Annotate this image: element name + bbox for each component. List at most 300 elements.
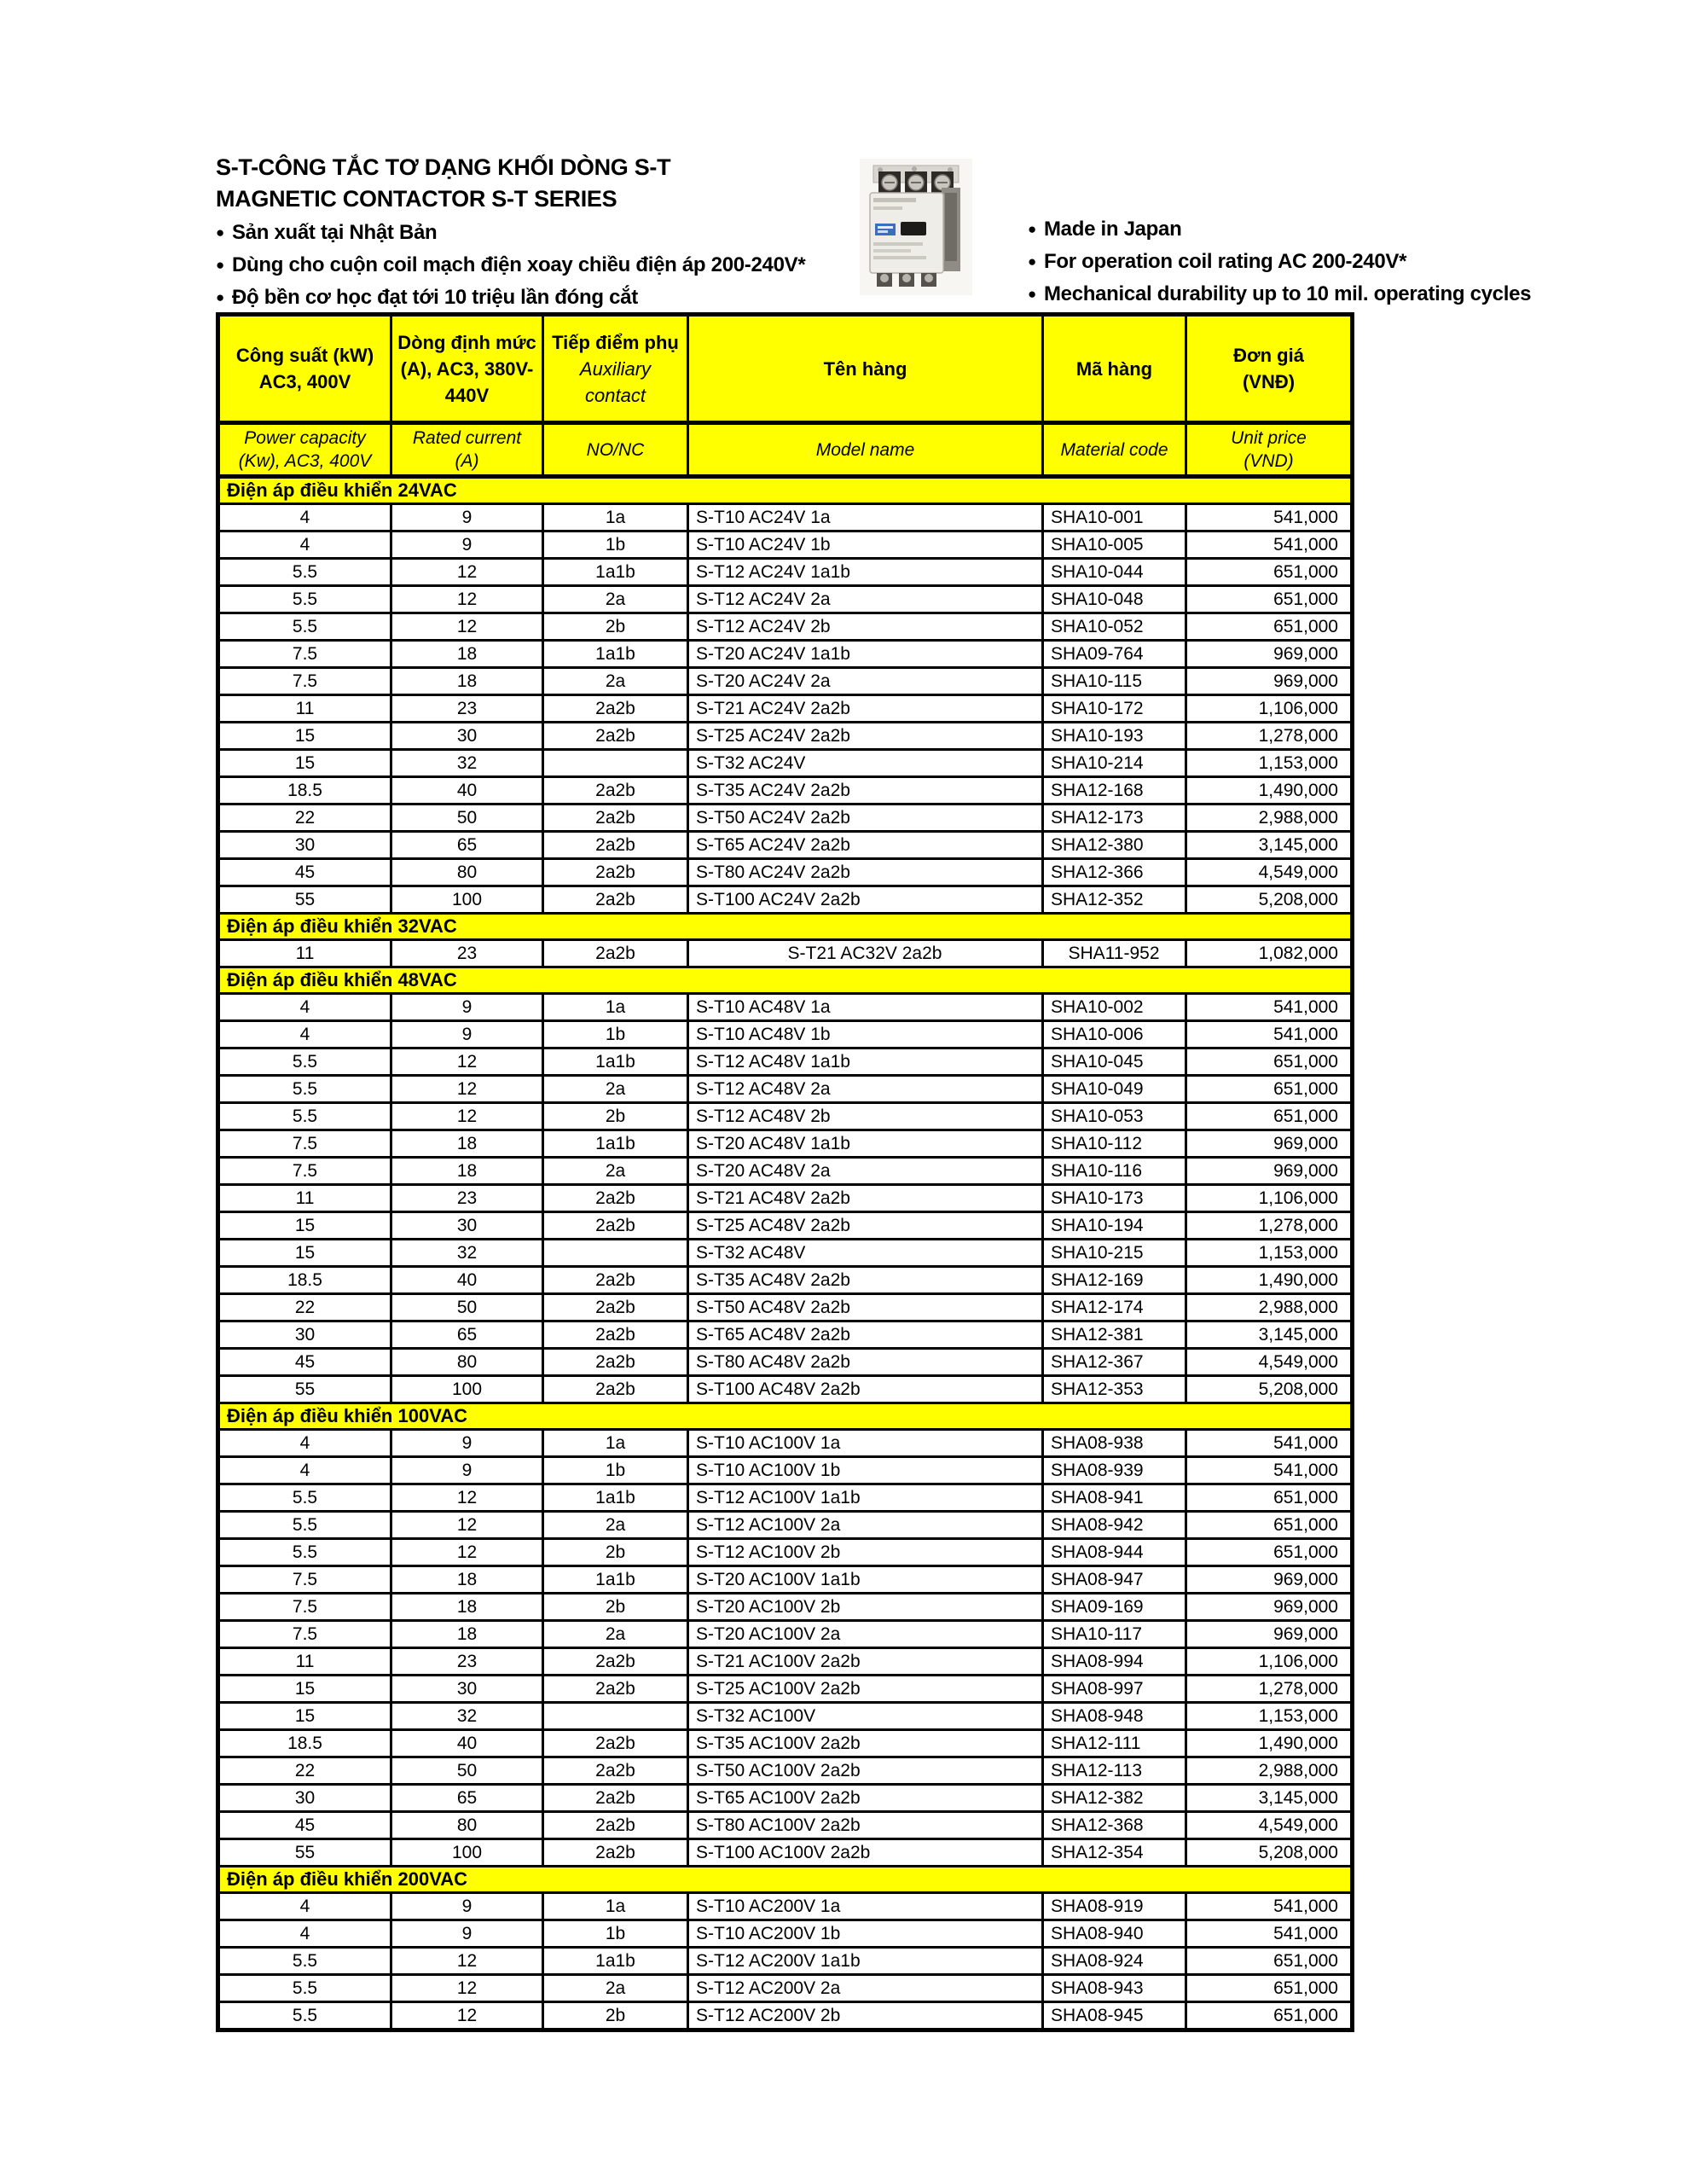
no-nc-cell: 1a1b <box>543 1130 688 1158</box>
no-nc-cell: 2a2b <box>543 832 688 859</box>
material-code-cell: SHA10-001 <box>1043 504 1186 531</box>
product-row <box>218 1376 1353 1403</box>
unit-price-cell: 651,000 <box>1186 559 1353 586</box>
material-code-cell: SHA12-174 <box>1043 1294 1186 1321</box>
material-code-cell: SHA12-352 <box>1043 886 1186 914</box>
bullet-text: Sản xuất tại Nhật Bản <box>231 221 438 244</box>
bullet-item <box>1028 278 1531 311</box>
product-row <box>218 940 1353 967</box>
no-nc-cell: 1a <box>543 1430 688 1457</box>
header-line: NO/NC <box>586 439 645 460</box>
model-name-cell: S-T10 AC200V 1a <box>688 1893 1043 1920</box>
model-name-cell: S-T65 AC24V 2a2b <box>688 832 1043 859</box>
no-nc-cell: 2a2b <box>543 723 688 750</box>
product-row <box>218 1185 1353 1212</box>
section-header-row <box>218 477 1353 504</box>
material-code-cell: SHA08-938 <box>1043 1430 1186 1457</box>
bullet-text: Mechanical durability up to 10 mil. operating cycles <box>1043 282 1532 305</box>
unit-price-cell: 541,000 <box>1186 1920 1353 1948</box>
unit-price-cell: 651,000 <box>1186 2002 1353 2030</box>
model-name-cell: S-T35 AC100V 2a2b <box>688 1730 1043 1757</box>
unit-price-cell: 651,000 <box>1186 586 1353 613</box>
header-line: Dòng định mức <box>397 331 536 353</box>
header-line: (A) <box>455 451 479 471</box>
power-capacity-cell: 30 <box>218 1321 391 1349</box>
header-line: Đơn giá <box>1233 345 1304 366</box>
unit-price-cell: 969,000 <box>1186 1566 1353 1594</box>
rated-current-cell: 65 <box>391 1321 543 1349</box>
no-nc-cell: 2a2b <box>543 1676 688 1703</box>
product-row <box>218 1457 1353 1484</box>
product-row <box>218 1321 1353 1349</box>
model-name-cell: S-T12 AC100V 2a <box>688 1512 1043 1539</box>
no-nc-cell: 1a <box>543 1893 688 1920</box>
product-row <box>218 1812 1353 1839</box>
material-code-cell: SHA10-115 <box>1043 668 1186 695</box>
product-row <box>218 1839 1353 1867</box>
power-capacity-cell: 4 <box>218 1893 391 1920</box>
column-header-english <box>218 423 391 477</box>
section-header-row <box>218 914 1353 940</box>
rated-current-cell: 9 <box>391 1457 543 1484</box>
model-name-cell: S-T100 AC100V 2a2b <box>688 1839 1043 1867</box>
header-line: Rated current <box>412 428 522 448</box>
model-name-cell: S-T80 AC100V 2a2b <box>688 1812 1043 1839</box>
unit-price-cell: 1,153,000 <box>1186 750 1353 777</box>
product-row <box>218 1484 1353 1512</box>
header-line: Material code <box>1060 439 1168 460</box>
product-row <box>218 1975 1353 2002</box>
model-name-cell: S-T12 AC100V 1a1b <box>688 1484 1043 1512</box>
product-row <box>218 1021 1353 1048</box>
model-name-cell: S-T20 AC100V 1a1b <box>688 1566 1043 1594</box>
power-capacity-cell: 11 <box>218 1185 391 1212</box>
product-row <box>218 1594 1353 1621</box>
model-name-cell: S-T25 AC24V 2a2b <box>688 723 1043 750</box>
no-nc-cell: 2a2b <box>543 859 688 886</box>
rated-current-cell: 18 <box>391 1566 543 1594</box>
model-name-cell: S-T35 AC24V 2a2b <box>688 777 1043 804</box>
header-line: Công suất (kW) <box>235 345 374 366</box>
material-code-cell: SHA12-354 <box>1043 1839 1186 1867</box>
power-capacity-cell: 5.5 <box>218 1975 391 2002</box>
no-nc-cell: 2a <box>543 1158 688 1185</box>
no-nc-cell: 2b <box>543 2002 688 2030</box>
product-row <box>218 1730 1353 1757</box>
material-code-cell: SHA12-113 <box>1043 1757 1186 1785</box>
model-name-cell: S-T12 AC24V 1a1b <box>688 559 1043 586</box>
header-line: 440V <box>444 384 490 406</box>
power-capacity-cell: 5.5 <box>218 2002 391 2030</box>
unit-price-cell: 541,000 <box>1186 1430 1353 1457</box>
unit-price-cell: 969,000 <box>1186 641 1353 668</box>
power-capacity-cell: 4 <box>218 1430 391 1457</box>
material-code-cell: SHA11-952 <box>1043 940 1186 967</box>
unit-price-cell: 541,000 <box>1186 531 1353 559</box>
rated-current-cell: 18 <box>391 1621 543 1648</box>
material-code-cell: SHA10-049 <box>1043 1076 1186 1103</box>
header-line: Tiếp điểm phụ <box>552 331 679 353</box>
model-name-cell: S-T100 AC24V 2a2b <box>688 886 1043 914</box>
no-nc-cell: 1b <box>543 1457 688 1484</box>
bullet-text: Made in Japan <box>1043 218 1182 241</box>
rated-current-cell: 40 <box>391 1730 543 1757</box>
header-line: (A), AC3, 380V- <box>400 357 534 380</box>
rated-current-cell: 30 <box>391 1676 543 1703</box>
no-nc-cell: 2a2b <box>543 940 688 967</box>
model-name-cell: S-T80 AC24V 2a2b <box>688 859 1043 886</box>
model-name-cell: S-T10 AC100V 1b <box>688 1457 1043 1484</box>
no-nc-cell: 2b <box>543 1539 688 1566</box>
material-code-cell: SHA10-052 <box>1043 613 1186 641</box>
unit-price-cell: 651,000 <box>1186 1103 1353 1130</box>
power-capacity-cell: 45 <box>218 1812 391 1839</box>
product-row <box>218 1893 1353 1920</box>
no-nc-cell: 2a2b <box>543 1349 688 1376</box>
product-photo <box>860 159 972 295</box>
unit-price-cell: 651,000 <box>1186 1948 1353 1975</box>
unit-price-cell: 1,490,000 <box>1186 777 1353 804</box>
no-nc-cell: 1a1b <box>543 1484 688 1512</box>
rated-current-cell: 18 <box>391 1130 543 1158</box>
rated-current-cell: 9 <box>391 1021 543 1048</box>
rated-current-cell: 9 <box>391 531 543 559</box>
product-row <box>218 1920 1353 1948</box>
power-capacity-cell: 5.5 <box>218 586 391 613</box>
product-row <box>218 1676 1353 1703</box>
unit-price-cell: 3,145,000 <box>1186 832 1353 859</box>
bullet-item <box>216 217 805 249</box>
unit-price-cell: 969,000 <box>1186 1594 1353 1621</box>
header-line: Model name <box>815 439 915 460</box>
no-nc-cell: 2a2b <box>543 804 688 832</box>
rated-current-cell: 80 <box>391 1812 543 1839</box>
no-nc-cell: 2a2b <box>543 777 688 804</box>
power-capacity-cell: 22 <box>218 804 391 832</box>
rated-current-cell: 9 <box>391 1920 543 1948</box>
power-capacity-cell: 15 <box>218 1703 391 1730</box>
unit-price-cell: 1,106,000 <box>1186 1648 1353 1676</box>
column-header-english <box>688 423 1043 477</box>
material-code-cell: SHA10-193 <box>1043 723 1186 750</box>
product-row <box>218 1648 1353 1676</box>
rated-current-cell: 12 <box>391 1048 543 1076</box>
rated-current-cell: 40 <box>391 777 543 804</box>
no-nc-cell: 1b <box>543 1021 688 1048</box>
unit-price-cell: 541,000 <box>1186 1893 1353 1920</box>
material-code-cell: SHA08-947 <box>1043 1566 1186 1594</box>
product-row <box>218 1948 1353 1975</box>
material-code-cell: SHA10-002 <box>1043 994 1186 1021</box>
product-row <box>218 1158 1353 1185</box>
rated-current-cell: 12 <box>391 1512 543 1539</box>
header-line: Mã hàng <box>1075 357 1153 380</box>
product-row <box>218 1539 1353 1566</box>
power-capacity-cell: 5.5 <box>218 1076 391 1103</box>
model-name-cell: S-T12 AC24V 2b <box>688 613 1043 641</box>
rated-current-cell: 12 <box>391 1076 543 1103</box>
material-code-cell: SHA08-941 <box>1043 1484 1186 1512</box>
power-capacity-cell: 11 <box>218 1648 391 1676</box>
power-capacity-cell: 30 <box>218 1785 391 1812</box>
contactor-illustration <box>860 159 972 295</box>
material-code-cell: SHA12-367 <box>1043 1349 1186 1376</box>
rated-current-cell: 18 <box>391 1594 543 1621</box>
unit-price-cell: 541,000 <box>1186 1021 1353 1048</box>
power-capacity-cell: 7.5 <box>218 1566 391 1594</box>
product-row <box>218 586 1353 613</box>
material-code-cell: SHA12-353 <box>1043 1376 1186 1403</box>
unit-price-cell: 1,278,000 <box>1186 1212 1353 1240</box>
power-capacity-cell: 7.5 <box>218 1158 391 1185</box>
no-nc-cell: 2a2b <box>543 1376 688 1403</box>
rated-current-cell: 32 <box>391 1240 543 1267</box>
no-nc-cell: 2a <box>543 1076 688 1103</box>
material-code-cell: SHA10-116 <box>1043 1158 1186 1185</box>
header-line: AC3, 400V <box>258 371 351 392</box>
header-line: (VNĐ) <box>1242 371 1296 392</box>
model-name-cell: S-T80 AC48V 2a2b <box>688 1349 1043 1376</box>
unit-price-cell: 1,490,000 <box>1186 1267 1353 1294</box>
column-header-english <box>543 423 688 477</box>
material-code-cell: SHA10-044 <box>1043 559 1186 586</box>
rated-current-cell: 12 <box>391 1948 543 1975</box>
power-capacity-cell: 15 <box>218 750 391 777</box>
power-capacity-cell: 45 <box>218 1349 391 1376</box>
product-row <box>218 1703 1353 1730</box>
no-nc-cell: 2a2b <box>543 1839 688 1867</box>
model-name-cell: S-T20 AC100V 2b <box>688 1594 1043 1621</box>
model-name-cell: S-T20 AC48V 1a1b <box>688 1130 1043 1158</box>
model-name-cell: S-T12 AC48V 1a1b <box>688 1048 1043 1076</box>
section-header-row <box>218 1867 1353 1893</box>
model-name-cell: S-T50 AC100V 2a2b <box>688 1757 1043 1785</box>
section-header-row <box>218 967 1353 994</box>
rated-current-cell: 18 <box>391 641 543 668</box>
section-label: Điện áp điều khiển 48VAC <box>218 967 1353 994</box>
unit-price-cell: 541,000 <box>1186 994 1353 1021</box>
unit-price-cell: 2,988,000 <box>1186 804 1353 832</box>
material-code-cell: SHA10-172 <box>1043 695 1186 723</box>
power-capacity-cell: 5.5 <box>218 559 391 586</box>
material-code-cell: SHA12-380 <box>1043 832 1186 859</box>
unit-price-cell: 651,000 <box>1186 1539 1353 1566</box>
bullet-item <box>1028 213 1531 246</box>
bullet-item <box>1028 246 1531 278</box>
material-code-cell: SHA10-053 <box>1043 1103 1186 1130</box>
rated-current-cell: 9 <box>391 1893 543 1920</box>
section-label: Điện áp điều khiển 200VAC <box>218 1867 1353 1893</box>
column-header <box>1186 315 1353 423</box>
material-code-cell: SHA12-173 <box>1043 804 1186 832</box>
no-nc-cell: 2b <box>543 1594 688 1621</box>
no-nc-cell: 2a <box>543 1621 688 1648</box>
no-nc-cell: 2a2b <box>543 695 688 723</box>
rated-current-cell: 18 <box>391 668 543 695</box>
unit-price-cell: 3,145,000 <box>1186 1785 1353 1812</box>
material-code-cell: SHA09-169 <box>1043 1594 1186 1621</box>
rated-current-cell: 12 <box>391 2002 543 2030</box>
power-capacity-cell: 4 <box>218 1021 391 1048</box>
product-row <box>218 504 1353 531</box>
header-line: Tên hàng <box>823 357 907 380</box>
column-header-english <box>1186 423 1353 477</box>
material-code-cell: SHA08-939 <box>1043 1457 1186 1484</box>
no-nc-cell: 1a <box>543 994 688 1021</box>
no-nc-cell: 2a2b <box>543 1757 688 1785</box>
power-capacity-cell: 7.5 <box>218 1621 391 1648</box>
model-name-cell: S-T20 AC24V 2a <box>688 668 1043 695</box>
no-nc-cell: 1b <box>543 1920 688 1948</box>
product-row <box>218 613 1353 641</box>
model-name-cell: S-T12 AC48V 2a <box>688 1076 1043 1103</box>
no-nc-cell: 1a1b <box>543 1566 688 1594</box>
no-nc-cell: 2a2b <box>543 1267 688 1294</box>
power-capacity-cell: 7.5 <box>218 641 391 668</box>
model-name-cell: S-T10 AC24V 1b <box>688 531 1043 559</box>
power-capacity-cell: 4 <box>218 994 391 1021</box>
product-row <box>218 1267 1353 1294</box>
rated-current-cell: 50 <box>391 1294 543 1321</box>
no-nc-cell: 2a <box>543 1512 688 1539</box>
model-name-cell: S-T20 AC48V 2a <box>688 1158 1043 1185</box>
model-name-cell: S-T21 AC24V 2a2b <box>688 695 1043 723</box>
power-capacity-cell: 7.5 <box>218 1130 391 1158</box>
model-name-cell: S-T50 AC24V 2a2b <box>688 804 1043 832</box>
no-nc-cell: 2b <box>543 613 688 641</box>
bullet-dot-icon: ● <box>216 289 224 305</box>
model-name-cell: S-T12 AC100V 2b <box>688 1539 1043 1566</box>
feature-list-vietnamese <box>216 217 805 314</box>
product-row <box>218 1566 1353 1594</box>
material-code-cell: SHA10-194 <box>1043 1212 1186 1240</box>
power-capacity-cell: 5.5 <box>218 1539 391 1566</box>
bullet-dot-icon: ● <box>216 257 224 273</box>
model-name-cell: S-T21 AC48V 2a2b <box>688 1185 1043 1212</box>
rated-current-cell: 12 <box>391 559 543 586</box>
rated-current-cell: 30 <box>391 1212 543 1240</box>
rated-current-cell: 12 <box>391 1103 543 1130</box>
feature-list-english <box>1028 213 1531 311</box>
power-capacity-cell: 15 <box>218 1676 391 1703</box>
product-row <box>218 859 1353 886</box>
section-label: Điện áp điều khiển 100VAC <box>218 1403 1353 1430</box>
power-capacity-cell: 15 <box>218 1240 391 1267</box>
product-row <box>218 1512 1353 1539</box>
rated-current-cell: 23 <box>391 940 543 967</box>
material-code-cell: SHA08-994 <box>1043 1648 1186 1676</box>
power-capacity-cell: 4 <box>218 1457 391 1484</box>
bullet-dot-icon: ● <box>1028 221 1036 237</box>
rated-current-cell: 23 <box>391 1648 543 1676</box>
power-capacity-cell: 22 <box>218 1757 391 1785</box>
product-row <box>218 1212 1353 1240</box>
no-nc-cell: 2a2b <box>543 1212 688 1240</box>
unit-price-cell: 969,000 <box>1186 1621 1353 1648</box>
model-name-cell: S-T100 AC48V 2a2b <box>688 1376 1043 1403</box>
product-row <box>218 531 1353 559</box>
unit-price-cell: 651,000 <box>1186 1076 1353 1103</box>
material-code-cell: SHA08-944 <box>1043 1539 1186 1566</box>
rated-current-cell: 40 <box>391 1267 543 1294</box>
unit-price-cell: 1,278,000 <box>1186 723 1353 750</box>
no-nc-cell: 2a2b <box>543 1812 688 1839</box>
material-code-cell: SHA12-382 <box>1043 1785 1186 1812</box>
page-title-vietnamese: S-T-CÔNG TẮC TƠ DẠNG KHỐI DÒNG S-T <box>216 154 671 180</box>
unit-price-cell: 541,000 <box>1186 1457 1353 1484</box>
unit-price-cell: 4,549,000 <box>1186 1349 1353 1376</box>
rated-current-cell: 80 <box>391 1349 543 1376</box>
material-code-cell: SHA10-005 <box>1043 531 1186 559</box>
unit-price-cell: 969,000 <box>1186 1130 1353 1158</box>
power-capacity-cell: 5.5 <box>218 1948 391 1975</box>
material-code-cell: SHA10-215 <box>1043 1240 1186 1267</box>
unit-price-cell: 2,988,000 <box>1186 1757 1353 1785</box>
unit-price-cell: 2,988,000 <box>1186 1294 1353 1321</box>
no-nc-cell: 2a <box>543 1975 688 2002</box>
column-header <box>218 315 391 423</box>
model-name-cell: S-T21 AC32V 2a2b <box>688 940 1043 967</box>
power-capacity-cell: 18.5 <box>218 777 391 804</box>
unit-price-cell: 651,000 <box>1186 1048 1353 1076</box>
material-code-cell: SHA10-112 <box>1043 1130 1186 1158</box>
no-nc-cell: 1a <box>543 504 688 531</box>
model-name-cell: S-T32 AC24V <box>688 750 1043 777</box>
material-code-cell: SHA10-117 <box>1043 1621 1186 1648</box>
product-row <box>218 1103 1353 1130</box>
material-code-cell: SHA08-919 <box>1043 1893 1186 1920</box>
rated-current-cell: 80 <box>391 859 543 886</box>
product-row <box>218 1048 1353 1076</box>
model-name-cell: S-T50 AC48V 2a2b <box>688 1294 1043 1321</box>
product-row <box>218 668 1353 695</box>
no-nc-cell: 1a1b <box>543 641 688 668</box>
model-name-cell: S-T35 AC48V 2a2b <box>688 1267 1043 1294</box>
header-line: (VND) <box>1244 451 1294 471</box>
table-header-row-english <box>218 423 1353 477</box>
column-header <box>1043 315 1186 423</box>
no-nc-cell <box>543 1703 688 1730</box>
power-capacity-cell: 4 <box>218 1920 391 1948</box>
no-nc-cell: 2a2b <box>543 1185 688 1212</box>
unit-price-cell: 5,208,000 <box>1186 1839 1353 1867</box>
header-line: (Kw), AC3, 400V <box>238 451 372 471</box>
no-nc-cell <box>543 750 688 777</box>
product-row <box>218 723 1353 750</box>
no-nc-cell: 2a2b <box>543 886 688 914</box>
header-line: Power capacity <box>244 428 366 448</box>
no-nc-cell: 2a2b <box>543 1730 688 1757</box>
unit-price-cell: 541,000 <box>1186 504 1353 531</box>
model-name-cell: S-T10 AC24V 1a <box>688 504 1043 531</box>
header-line: Unit price <box>1231 428 1307 448</box>
product-row <box>218 1430 1353 1457</box>
no-nc-cell: 2a2b <box>543 1648 688 1676</box>
power-capacity-cell: 7.5 <box>218 1594 391 1621</box>
power-capacity-cell: 18.5 <box>218 1730 391 1757</box>
power-capacity-cell: 55 <box>218 886 391 914</box>
no-nc-cell: 1b <box>543 531 688 559</box>
unit-price-cell: 1,153,000 <box>1186 1703 1353 1730</box>
section-label: Điện áp điều khiển 24VAC <box>218 477 1353 504</box>
power-capacity-cell: 55 <box>218 1376 391 1403</box>
product-row <box>218 559 1353 586</box>
power-capacity-cell: 11 <box>218 940 391 967</box>
bullet-text: Độ bền cơ học đạt tới 10 triệu lần đóng cắt <box>231 286 638 309</box>
material-code-cell: SHA12-111 <box>1043 1730 1186 1757</box>
model-name-cell: S-T32 AC100V <box>688 1703 1043 1730</box>
unit-price-cell: 5,208,000 <box>1186 886 1353 914</box>
